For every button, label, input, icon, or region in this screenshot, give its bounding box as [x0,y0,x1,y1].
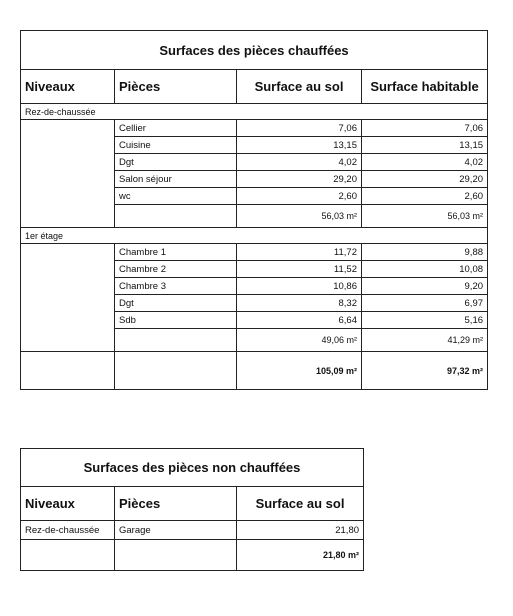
level-empty-cell [21,120,115,228]
header-pieces: Pièces [115,70,237,104]
room-name: Chambre 2 [115,261,237,278]
room-surface-habitable: 4,02 [362,154,488,171]
subtotal-surface-sol: 56,03 m² [237,205,362,228]
room-name: Salon séjour [115,171,237,188]
level-label: Rez-de-chaussée [21,104,488,120]
room-name: Cuisine [115,137,237,154]
heated-table-title: Surfaces des pièces chauffées [21,31,488,70]
room-name: Dgt [115,295,237,312]
room-name: Sdb [115,312,237,329]
room-name: Garage [115,521,237,540]
room-surface-sol: 13,15 [237,137,362,154]
header-surface-sol: Surface au sol [237,487,364,521]
room-surface-sol: 11,72 [237,244,362,261]
header-surface-habitable: Surface habitable [362,70,488,104]
subtotal-surface-habitable: 41,29 m² [362,329,488,352]
room-surface-sol: 21,80 [237,521,364,540]
total-surface-habitable: 97,32 m² [362,352,488,390]
level-empty-cell [21,244,115,352]
room-surface-sol: 11,52 [237,261,362,278]
room-name: Dgt [115,154,237,171]
room-name: Chambre 1 [115,244,237,261]
room-surface-habitable: 9,20 [362,278,488,295]
level-label: Rez-de-chaussée [21,521,115,540]
room-surface-sol: 4,02 [237,154,362,171]
room-name: Cellier [115,120,237,137]
subtotal-empty-cell [115,329,237,352]
room-name: wc [115,188,237,205]
unheated-surfaces-table [20,448,364,571]
room-surface-habitable: 7,06 [362,120,488,137]
heated-surfaces-table [20,30,488,390]
total-surface-sol: 105,09 m² [237,352,362,390]
room-surface-habitable: 29,20 [362,171,488,188]
header-pieces: Pièces [115,487,237,521]
room-surface-sol: 10,86 [237,278,362,295]
room-surface-sol: 7,06 [237,120,362,137]
total-empty-cell [21,352,115,390]
room-surface-sol: 29,20 [237,171,362,188]
room-name: Chambre 3 [115,278,237,295]
room-surface-sol: 6,64 [237,312,362,329]
room-surface-sol: 2,60 [237,188,362,205]
room-surface-habitable: 6,97 [362,295,488,312]
room-surface-habitable: 2,60 [362,188,488,205]
subtotal-surface-sol: 49,06 m² [237,329,362,352]
room-surface-habitable: 9,88 [362,244,488,261]
room-surface-habitable: 5,16 [362,312,488,329]
header-niveaux: Niveaux [21,487,115,521]
room-surface-sol: 8,32 [237,295,362,312]
subtotal-surface-habitable: 56,03 m² [362,205,488,228]
level-label: 1er étage [21,228,488,244]
total-empty-cell [115,352,237,390]
header-niveaux: Niveaux [21,70,115,104]
total-surface-sol: 21,80 m² [237,540,364,571]
subtotal-empty-cell [115,205,237,228]
unheated-table-title: Surfaces des pièces non chauffées [21,449,364,487]
total-empty-cell [115,540,237,571]
header-surface-sol: Surface au sol [237,70,362,104]
room-surface-habitable: 10,08 [362,261,488,278]
room-surface-habitable: 13,15 [362,137,488,154]
total-empty-cell [21,540,115,571]
